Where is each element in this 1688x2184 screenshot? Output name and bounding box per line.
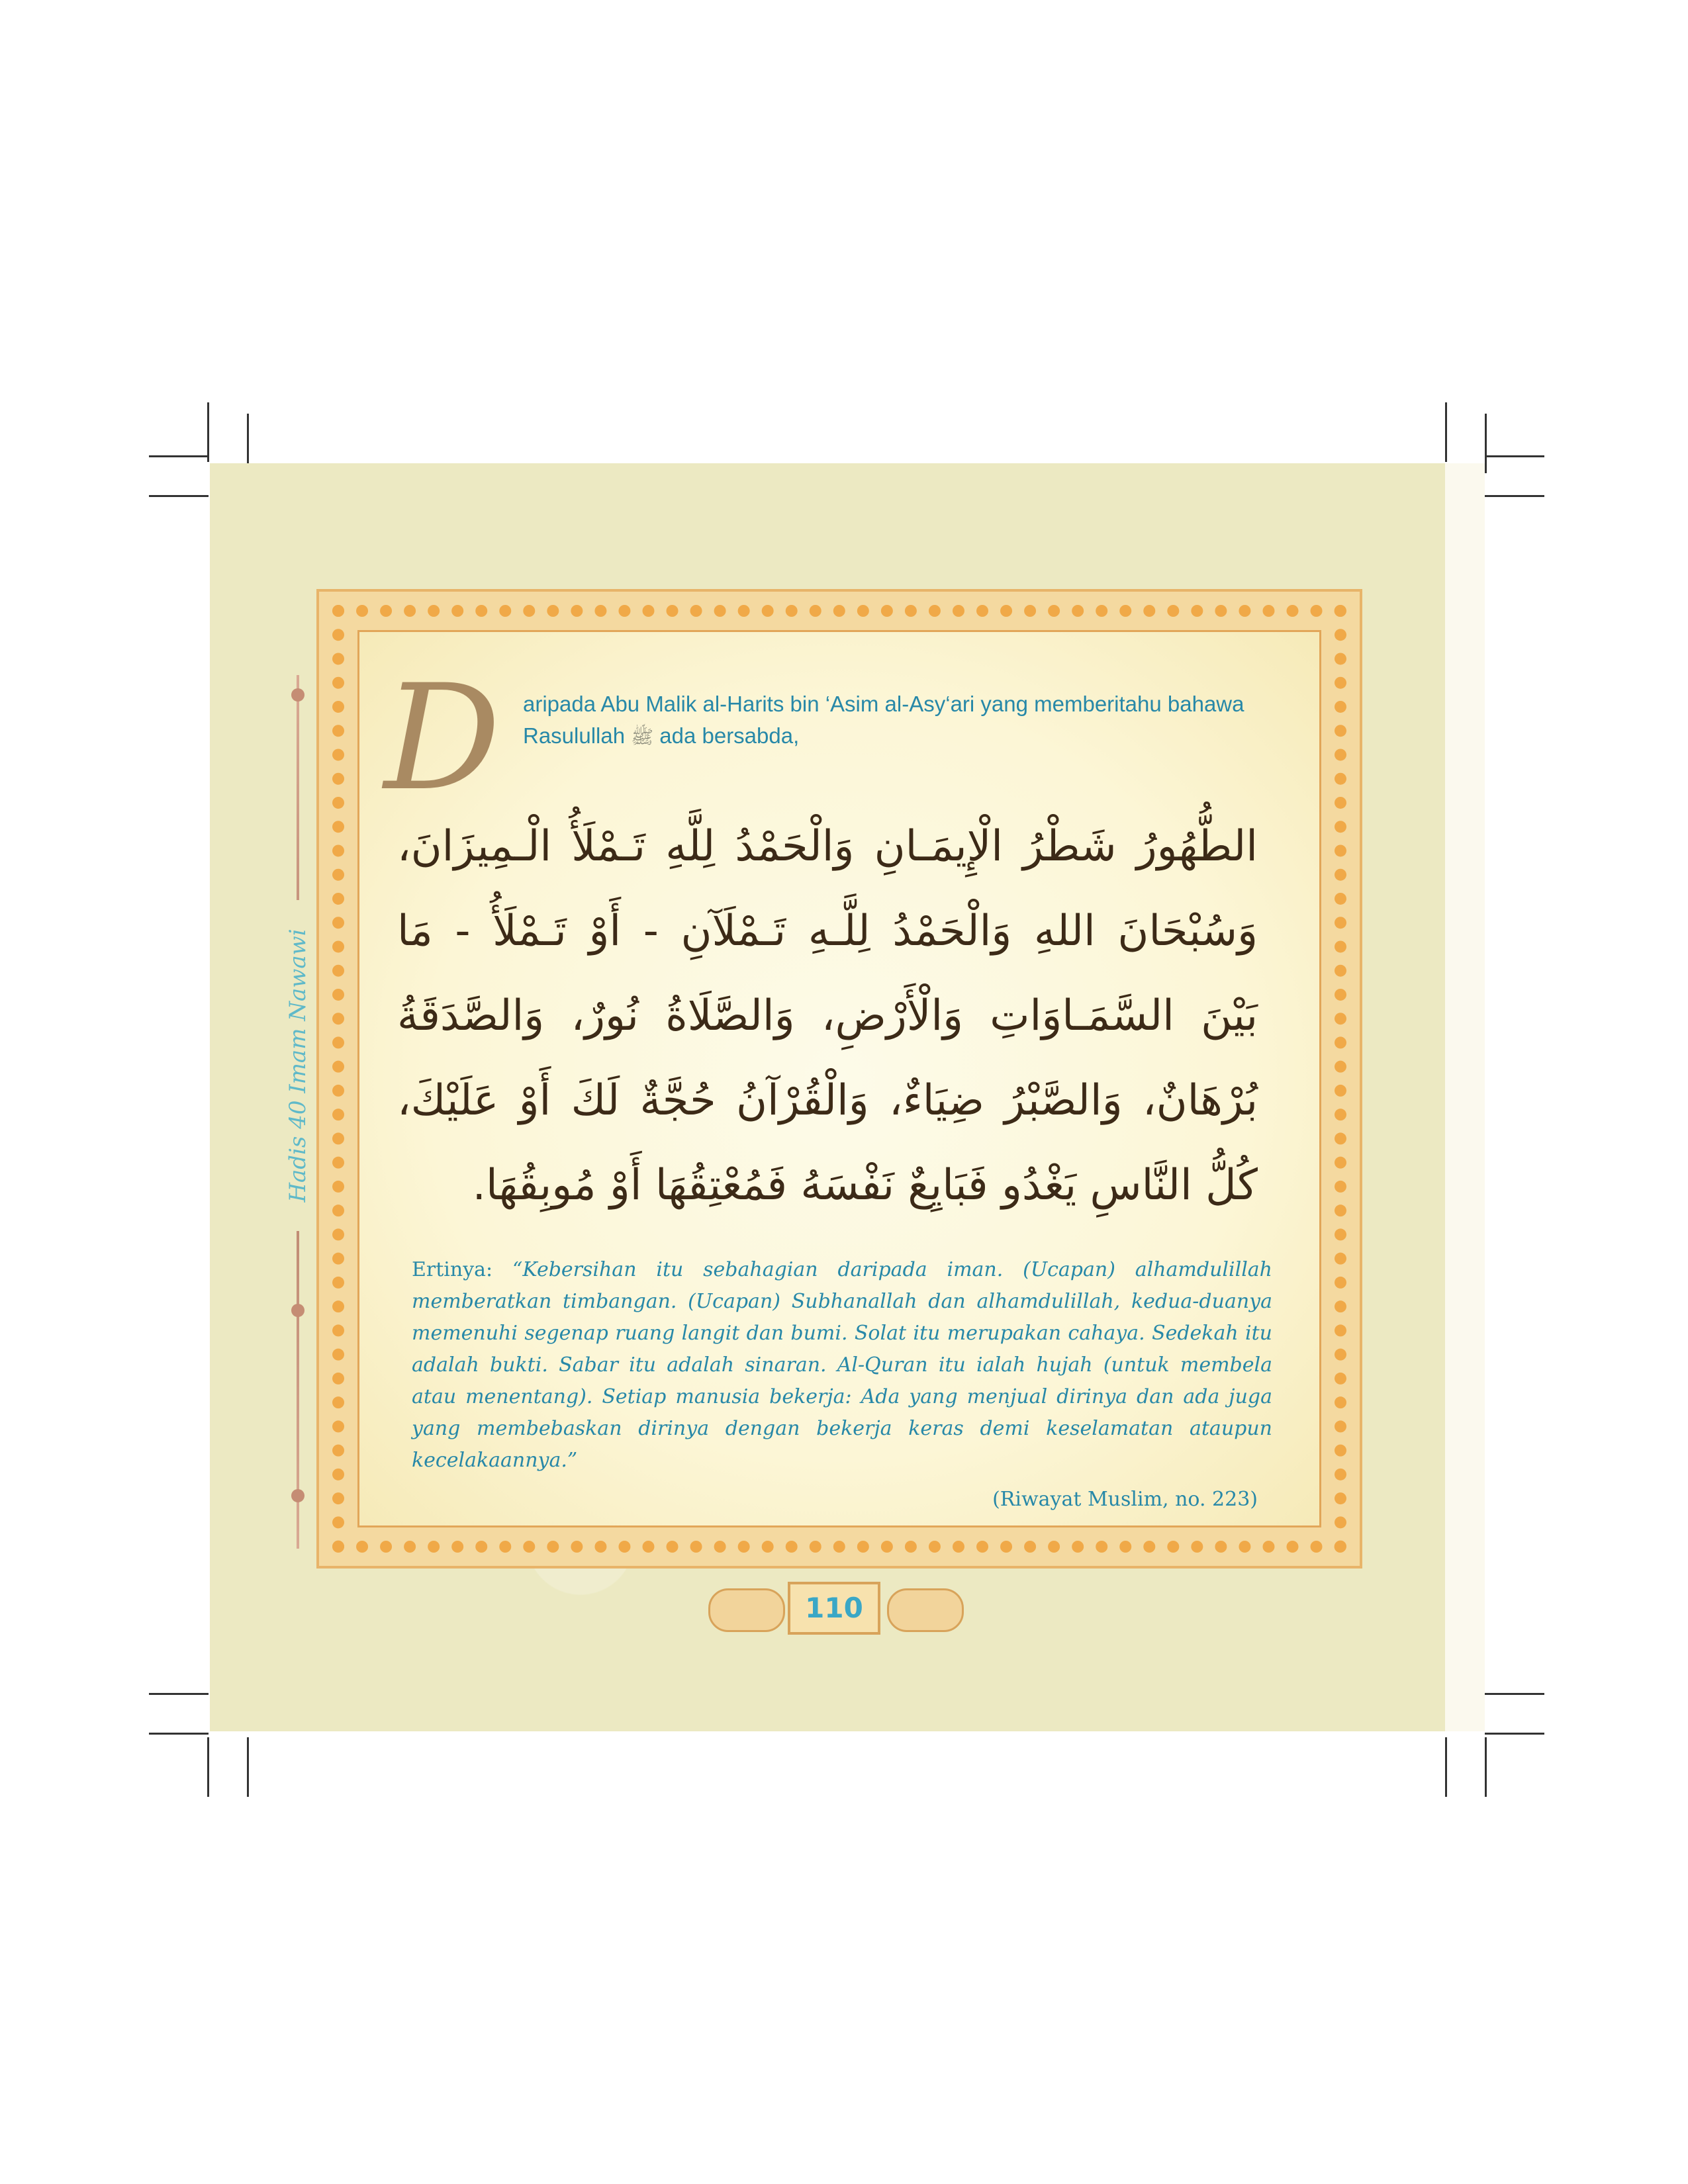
hadith-reference: (Riwayat Muslim, no. 223) xyxy=(992,1488,1258,1511)
page-number-flourish-left xyxy=(708,1588,785,1632)
crop-mark xyxy=(1485,414,1487,473)
crop-mark xyxy=(149,1733,209,1735)
page-number-flourish-right xyxy=(887,1588,964,1632)
crop-mark xyxy=(149,1693,209,1695)
crop-mark xyxy=(1445,402,1447,462)
arabic-line: كُلُّ النَّاسِ يَغْدُو فَبَايِعٌ نَفْسَهُ فَمُعْتِقُهَا أَوْ مُوبِقُهَا. xyxy=(472,1161,1258,1210)
intro-tail: ada bersabda, xyxy=(653,723,800,748)
arabic-hadith-text xyxy=(397,804,1258,1228)
crop-mark xyxy=(1485,495,1544,497)
translation-label: Ertinya: xyxy=(412,1258,512,1281)
crop-mark xyxy=(1485,1737,1487,1797)
side-ornament-knob xyxy=(291,1489,305,1502)
hadith-intro xyxy=(523,688,1304,753)
arabic-line: بُرْهَانٌ، وَالصَّبْرُ ضِيَاءٌ، وَالْقُرْآنُ حُجَّةٌ لَكَ أَوْ عَلَيْكَ، xyxy=(397,1076,1258,1125)
crop-mark xyxy=(1445,1737,1447,1797)
crop-mark xyxy=(1485,455,1544,457)
honorific-symbol: ﷺ xyxy=(631,727,654,747)
page-edge-strip xyxy=(1445,463,1485,1731)
crop-mark xyxy=(149,455,209,457)
translation-paragraph xyxy=(412,1254,1272,1477)
crop-mark xyxy=(1485,1693,1544,1695)
arabic-line: الطُّهُورُ شَطْرُ الْإِيمَـانِ وَالْحَمْدُ لِلَّهِ تَـمْلَأُ الْـمِيزَانَ، xyxy=(397,822,1258,871)
side-ornament-knob xyxy=(291,1304,305,1317)
side-ornament-knob xyxy=(291,688,305,702)
translation-body: “Kebersihan itu sebahagian daripada iman. (Ucapan) alhamdulillah memberatkan timbangan. (Ucapan) Subhanallah dan alhamdulillah, kedua-duanya memenuhi segenap ruang langit dan bumi. Solat itu merupakan cahaya. Sedekah itu adalah bukti. Sabar itu adalah sinaran. Al-Quran itu ialah hujah (untuk membela atau menentang). Setiap manusia bekerja: Ada yang menjual dirinya dan ada juga yang membebaskan dirinya dengan bekerja keras demi keselamatan ataupun kecelakaannya.” xyxy=(412,1258,1272,1472)
drop-cap: D xyxy=(384,653,501,823)
crop-mark xyxy=(1485,1733,1544,1735)
crop-mark xyxy=(207,1737,209,1797)
arabic-line: وَسُبْحَانَ اللهِ وَالْحَمْدُ لِلَّـهِ تَـمْلَآنِ - أَوْ تَـمْلَأُ - مَا xyxy=(397,907,1258,956)
crop-mark xyxy=(247,1737,249,1797)
page-number-ornament xyxy=(708,1582,960,1635)
intro-text: aripada Abu Malik al-Harits bin ‘Asim al-Asy‘ari yang memberitahu bahawa Rasulullah xyxy=(523,692,1244,748)
crop-mark xyxy=(149,495,209,497)
crop-mark xyxy=(207,402,209,462)
book-title: Hadis 40 Imam Nawawi xyxy=(278,900,318,1231)
arabic-line: بَيْنَ السَّمَـاوَاتِ وَالْأَرْضِ، وَالصَّلَاةُ نُورٌ، وَالصَّدَقَةُ xyxy=(397,991,1258,1040)
page-number: 110 xyxy=(788,1582,880,1635)
